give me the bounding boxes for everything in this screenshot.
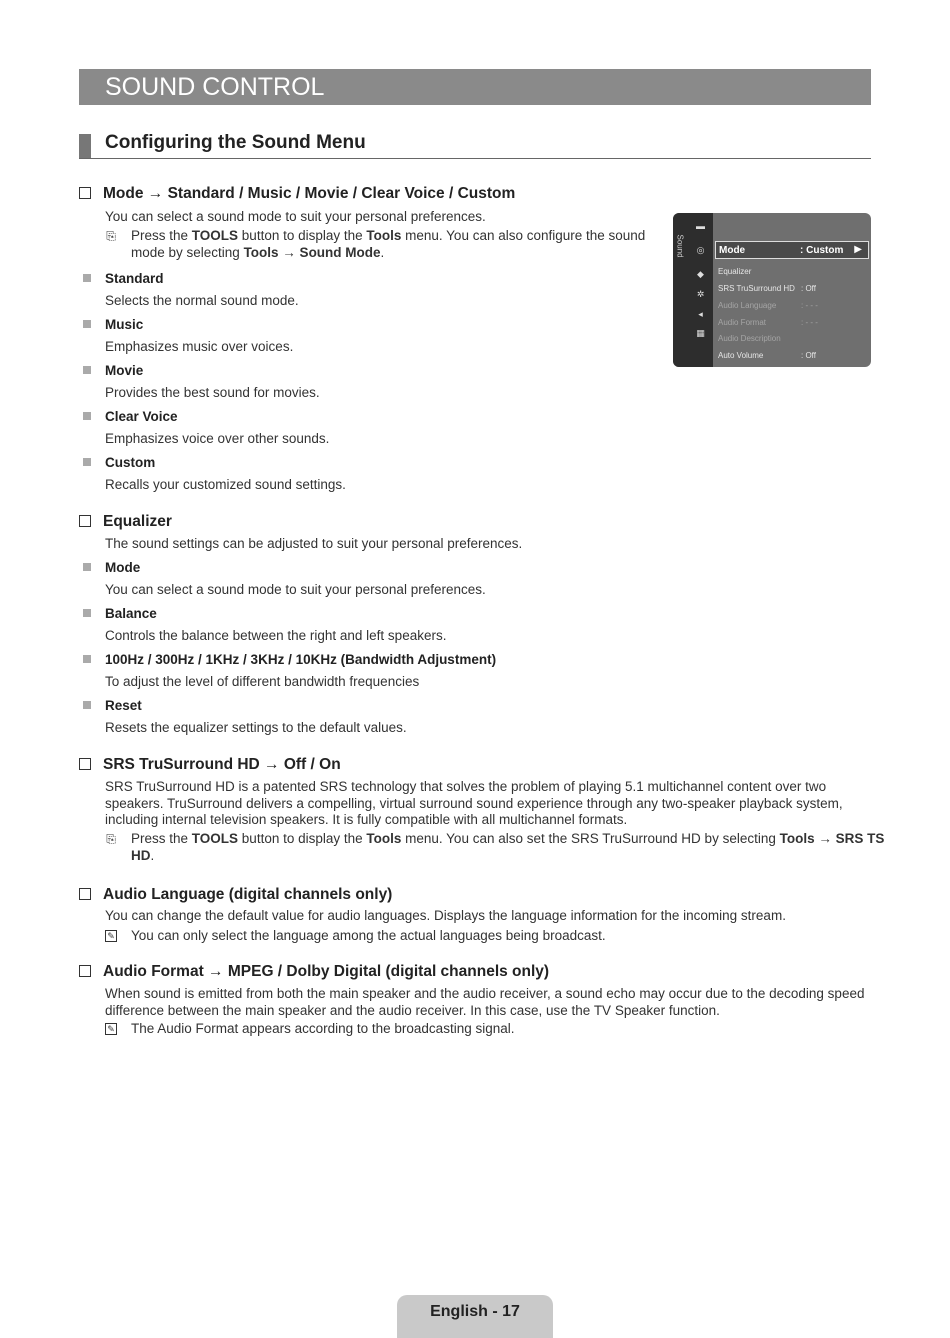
mode-tools-note [105,228,665,262]
tv-sound-menu [673,213,871,367]
square-bullet-icon [83,458,91,466]
tv-menu-row: Auto Volume : Off [718,351,816,360]
tv-menu-selected-value: : Custom [800,245,844,256]
equalizer-item-title: Mode [83,560,140,575]
heading-bar [79,134,91,158]
equalizer-item-desc: You can select a sound mode to suit your personal preferences. [105,582,486,597]
srs-note-line-2: HD. [131,847,155,863]
audio-language-description: You can change the default value for audio languages. Displays the language information for the incoming stream. [105,908,786,923]
tv-menu-row: Audio Format : - - - [718,318,818,327]
sound-icon: ◎ [696,245,705,255]
equalizer-item-title: 100Hz / 300Hz / 1KHz / 3KHz / 10KHz (Bandwidth Adjustment) [83,652,496,667]
mode-item-desc: Provides the best sound for movies. [105,385,320,400]
tv-menu-row: Audio Language : - - - [718,301,818,310]
page-number-tab [397,1295,553,1338]
note-icon: ✎ [105,1023,117,1035]
tv-menu-selected-label: Mode [719,245,746,256]
square-bullet-icon [83,366,91,374]
section-heading [79,132,871,159]
tv-menu-row: Audio Description [718,334,781,343]
audio-language-section-title: Audio Language (digital channels only) [79,886,392,904]
section-heading-title: Configuring the Sound Menu [105,132,366,153]
page-number: English - 17 [430,1303,520,1320]
audio-language-note: ✎ You can only select the language among the actual languages being broadcast. [105,928,805,946]
srs-note-line-1: Press the TOOLS button to display the Tools menu. You can also set the SRS TruSurround HD by selecting Tools → SRS TS [131,831,885,846]
srs-tools-note [105,831,885,865]
mode-item-desc: Recalls your customized sound settings. [105,477,346,492]
support-icon: ▦ [696,328,705,338]
srs-description: SRS TruSurround HD is a patented SRS technology that solves the problem of playing 5.1 multichannel content over two speakers. TruSurround delivers a compelling, virtual surround sound experience through any two-speaker playback system, including internal television speakers. It is fully compatible with all multichannel formats. [105,779,843,827]
mode-description: You can select a sound mode to suit your personal preferences. [105,209,486,224]
equalizer-item-title: Balance [83,606,157,621]
checkbox-bullet-icon [79,187,91,199]
right-arrow-icon: ▶ [854,244,862,255]
square-bullet-icon [83,563,91,571]
tv-menu-sidebar [673,213,713,367]
banner-title: SOUND CONTROL [105,73,325,101]
square-bullet-icon [83,655,91,663]
page-banner [79,69,871,105]
checkbox-bullet-icon [79,758,91,770]
mode-note-line-2: mode by selecting Tools → Sound Mode. [131,244,385,260]
mode-note-line-1: Press the TOOLS button to display the Tools menu. You can also configure the sound [131,228,646,243]
tools-note-icon: ⎘ [106,229,116,243]
channel-icon: ◆ [697,269,704,279]
mode-item-title: Standard [83,271,164,286]
srs-section-title: SRS TruSurround HD → Off / On [79,756,341,774]
equalizer-item-title: Reset [83,698,142,713]
tv-menu-row: SRS TruSurround HD : Off [718,284,816,293]
mode-item-title: Clear Voice [83,409,178,424]
mode-item-desc: Emphasizes voice over other sounds. [105,431,330,446]
picture-icon: ▬ [696,221,705,231]
audio-format-description: When sound is emitted from both the main speaker and the audio receiver, a sound echo may occur due to the decoding speed difference between the main speaker and the audio receiver. In this case, use the TV Speaker function. [105,986,865,1018]
tv-menu-row: Equalizer [718,267,752,276]
setup-icon: ✲ [696,289,705,299]
tv-menu-side-label: Sound [675,234,685,258]
mode-section-title: Mode → Standard / Music / Movie / Clear Voice / Custom [79,185,515,203]
tv-menu-selected-row [715,241,869,259]
checkbox-bullet-icon [79,965,91,977]
note-icon: ✎ [105,930,117,942]
square-bullet-icon [83,609,91,617]
equalizer-item-desc: Resets the equalizer settings to the default values. [105,720,407,735]
audio-format-note: ✎ The Audio Format appears according to the broadcasting signal. [105,1021,805,1039]
mode-item-desc: Emphasizes music over voices. [105,339,294,354]
equalizer-item-desc: To adjust the level of different bandwidth frequencies [105,674,420,689]
equalizer-section-title: Equalizer [79,513,172,531]
mode-item-title: Movie [83,363,143,378]
mode-item-desc: Selects the normal sound mode. [105,293,299,308]
input-icon: ◂ [698,309,703,319]
square-bullet-icon [83,701,91,709]
checkbox-bullet-icon [79,515,91,527]
square-bullet-icon [83,274,91,282]
square-bullet-icon [83,320,91,328]
audio-format-section-title: Audio Format → MPEG / Dolby Digital (digital channels only) [79,963,549,981]
mode-item-title: Music [83,317,143,332]
mode-item-title: Custom [83,455,155,470]
equalizer-description: The sound settings can be adjusted to suit your personal preferences. [105,536,523,551]
square-bullet-icon [83,412,91,420]
checkbox-bullet-icon [79,888,91,900]
equalizer-item-desc: Controls the balance between the right and left speakers. [105,628,447,643]
tools-note-icon: ⎘ [106,832,116,846]
